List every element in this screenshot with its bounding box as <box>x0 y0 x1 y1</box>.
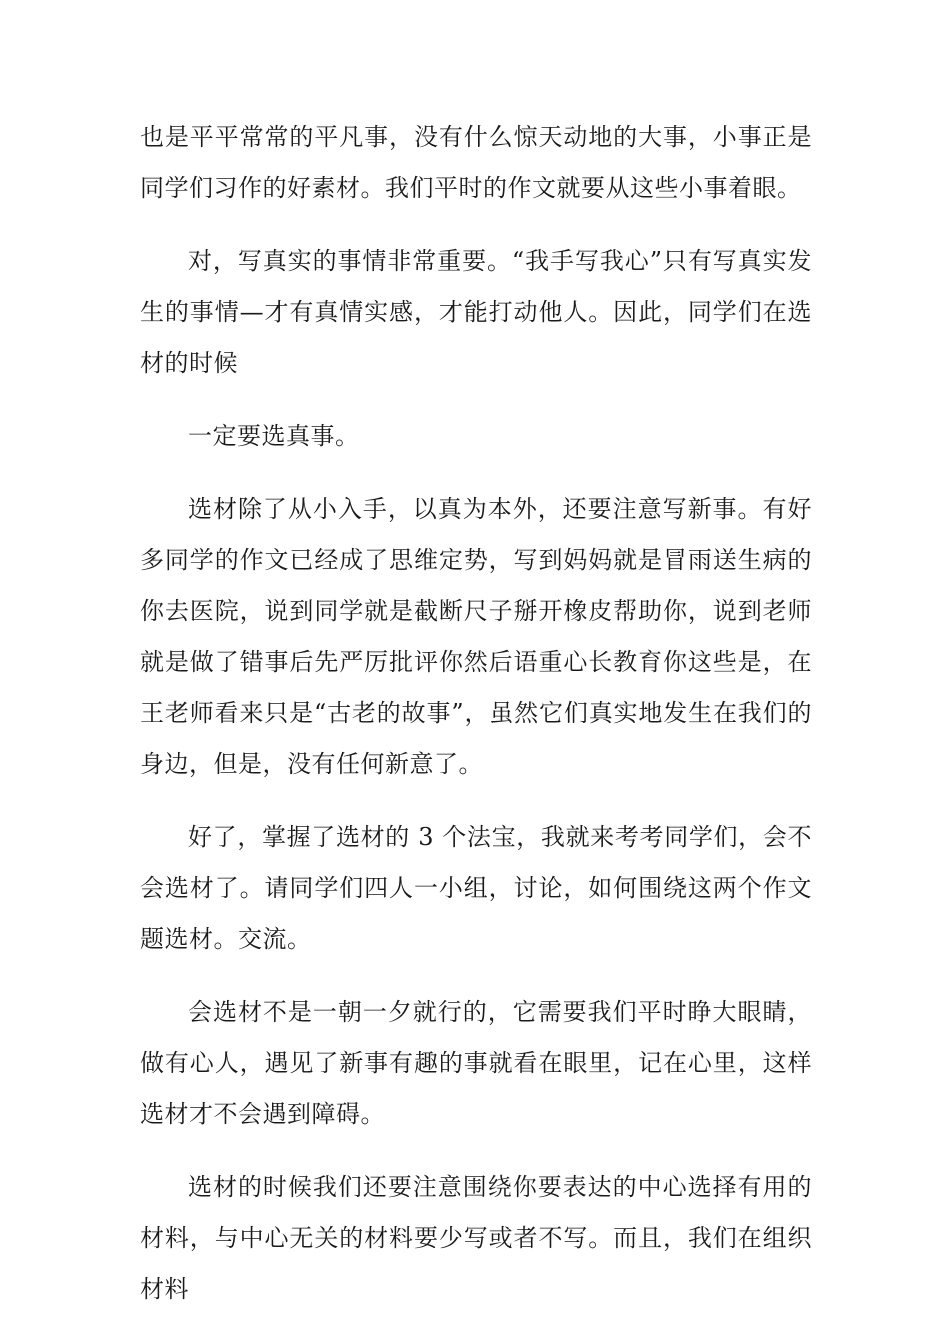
paragraph-2: 对，写真实的事情非常重要。“我手写我心”只有写真实发生的事情—才有真情实感，才能打动他人。因此，同学们在选材的时候 <box>140 247 812 377</box>
paragraph-6: 会选材不是一朝一夕就行的，它需要我们平时睁大眼睛，做有心人，遇见了新事有趣的事就看在眼里，记在心里，这样选材才不会遇到障碍。 <box>140 998 812 1128</box>
paragraph-5: 好了，掌握了选材的 3 个法宝，我就来考考同学们，会不会选材了。请同学们四人一小组，讨论，如何围绕这两个作文题选材。交流。 <box>140 823 812 953</box>
paragraph-3: 一定要选真事。 <box>188 422 360 450</box>
paragraph-7: 选材的时候我们还要注意围绕你要表达的中心选择有用的材料，与中心无关的材料要少写或者不写。而且，我们在组织材料 <box>140 1173 812 1303</box>
paragraph-1: 也是平平常常的平凡事，没有什么惊天动地的大事，小事正是同学们习作的好素材。我们平时的作文就要从这些小事着眼。 <box>140 123 812 202</box>
paragraph-4: 选材除了从小入手，以真为本外，还要注意写新事。有好多同学的作文已经成了思维定势，写到妈妈就是冒雨送生病的你去医院，说到同学就是截断尺子掰开橡皮帮助你，说到老师就是做了错事后先严厉批评你然后语重心长教育你这些是，在王老师看来只是“古老的故事”，虽然它们真实地发生在我们的身边，但是，没有任何新意了。 <box>140 495 812 778</box>
document-body <box>140 112 812 1337</box>
